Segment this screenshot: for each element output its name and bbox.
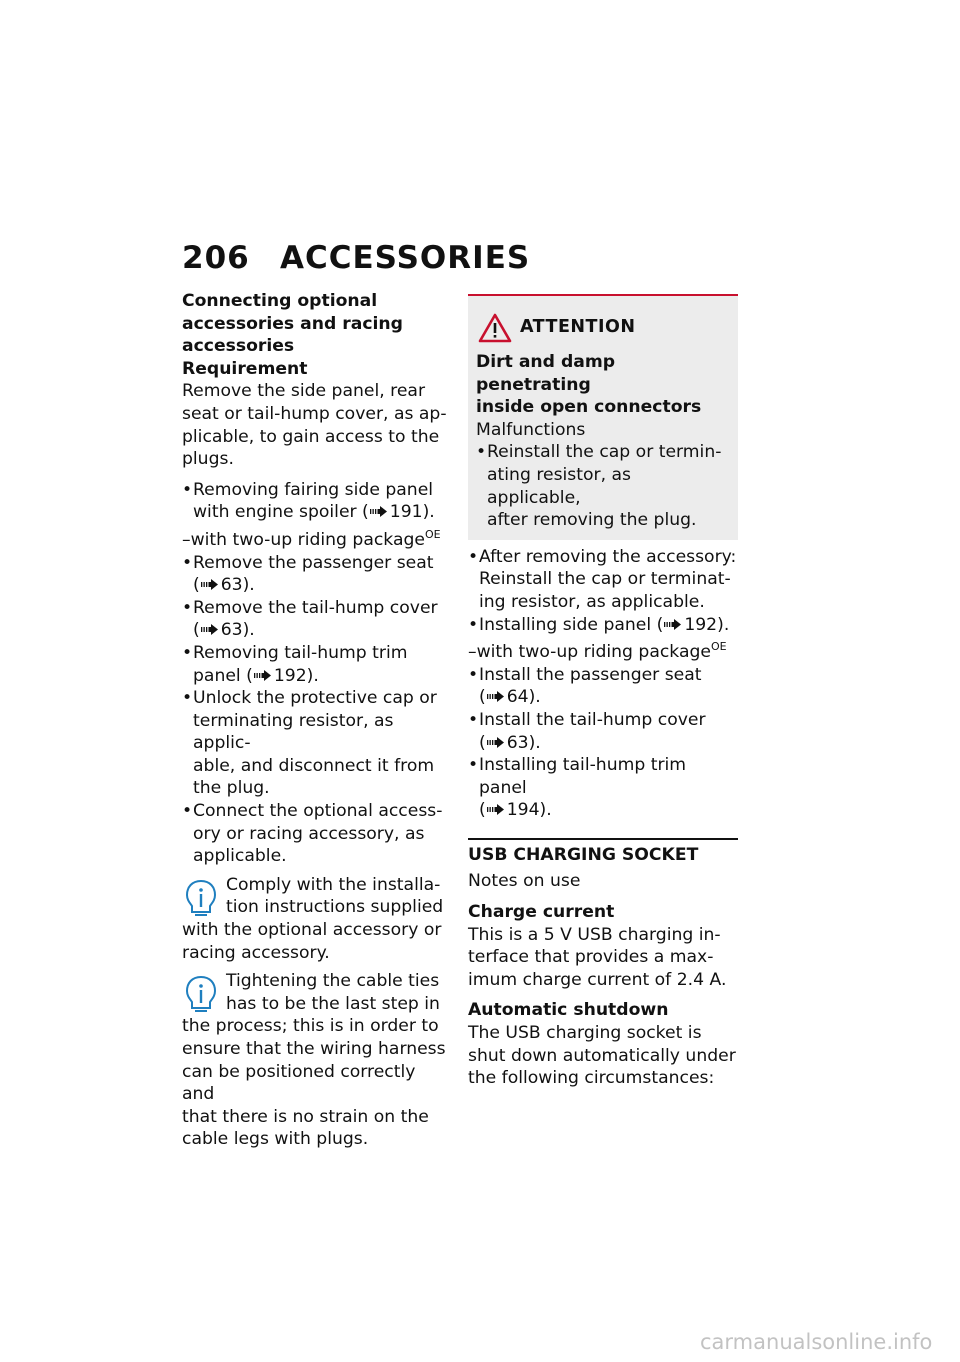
attention-consequence: Malfunctions: [476, 419, 586, 440]
page-reference[interactable]: 63).: [220, 620, 255, 641]
list-item: • Installing side panel ( 192).: [468, 614, 738, 637]
charge-current-text: This is a 5 V USB charging in- terface that provides a max- imum charge current of 2.4 A.: [468, 924, 727, 990]
list-item: • Remove the tail-hump cover ( 63).: [182, 597, 450, 642]
condition-note: –with two-up riding package$^{OE}$: [468, 640, 727, 663]
section-divider: [468, 838, 738, 840]
section-title: USB CHARGING SOCKET: [468, 844, 699, 865]
chapter-title: ACCESSORIES: [280, 240, 531, 276]
info-icon: [184, 974, 218, 1012]
list-item: • Unlock the protective cap or terminating resistor, as applic- able, and disconnect it from the plug.: [182, 687, 450, 800]
info-icon: [184, 878, 218, 916]
list-item: • Connect the optional access- ory or racing accessory, as applicable.: [182, 800, 450, 868]
left-column: [182, 290, 450, 1151]
page-reference[interactable]: 64).: [506, 687, 541, 708]
optional-equipment-marker: OE: [710, 640, 727, 654]
page-reference[interactable]: 192).: [273, 665, 319, 686]
page-reference[interactable]: 191).: [389, 502, 435, 523]
list-item: • Install the tail-hump cover ( 63).: [468, 709, 738, 754]
page-reference-icon: [664, 619, 682, 630]
list-item: • Remove the passenger seat ( 63).: [182, 552, 450, 597]
charge-current-label: Charge current: [468, 902, 615, 923]
automatic-shutdown-label: Automatic shutdown: [468, 1000, 669, 1021]
info-note: Comply with the installa- tion instructions supplied with the optional accessory or racing accessory.: [182, 874, 444, 963]
page-reference[interactable]: 194).: [506, 800, 552, 821]
requirement-text: Remove the side panel, rear seat or tail-hump cover, as ap- plicable, to gain access to the plugs.: [182, 381, 447, 470]
page-header: [182, 240, 530, 276]
attention-heading: Dirt and damp penetrating inside open connectors: [476, 352, 702, 418]
attention-title: ATTENTION: [520, 317, 636, 338]
section-heading: Connecting optional accessories and racing accessories: [182, 291, 403, 357]
list-item: • Removing tail-hump trim panel ( 192).: [182, 642, 450, 687]
list-item: • Installing tail-hump trim panel ( 194).: [468, 754, 738, 822]
attention-action: • Reinstall the cap or termin- ating resistor, as applicable, after removing the plug.: [476, 441, 730, 531]
warning-triangle-icon: [478, 312, 512, 343]
page-reference-icon: [201, 579, 219, 590]
page-reference[interactable]: 63).: [220, 575, 255, 596]
page-reference[interactable]: 192).: [684, 614, 730, 635]
list-item: • After removing the accessory: Reinstall the cap or terminat- ing resistor, as applicable.: [468, 546, 738, 614]
page-number: 206: [182, 240, 250, 276]
page-reference-icon: [487, 804, 505, 815]
notes-subheading: Notes on use: [468, 871, 581, 892]
requirement-label: Requirement: [182, 358, 308, 379]
page-reference-icon: [487, 737, 505, 748]
right-column: [468, 294, 738, 1090]
page-reference-icon: [254, 670, 272, 681]
page-reference-icon: [487, 691, 505, 702]
info-note: Tightening the cable ties has to be the last step in the process; this is in order to ensure that the wiring harness can be positioned correctly and that there is no strain on the cable legs with plugs.: [182, 971, 446, 1150]
watermark: carmanualsonline.info: [700, 1330, 933, 1354]
automatic-shutdown-text: The USB charging socket is shut down automatically under the following circumstances:: [468, 1023, 736, 1089]
page-reference[interactable]: 63).: [506, 732, 541, 753]
attention-box: [468, 294, 738, 540]
list-item: • Install the passenger seat ( 64).: [468, 664, 738, 709]
optional-equipment-marker: OE: [424, 527, 441, 541]
list-item: • Removing fairing side panel with engine spoiler ( 191).: [182, 479, 450, 524]
condition-note: –with two-up riding package$^{OE}$: [182, 527, 441, 550]
page-reference-icon: [370, 506, 388, 517]
page-reference-icon: [201, 624, 219, 635]
